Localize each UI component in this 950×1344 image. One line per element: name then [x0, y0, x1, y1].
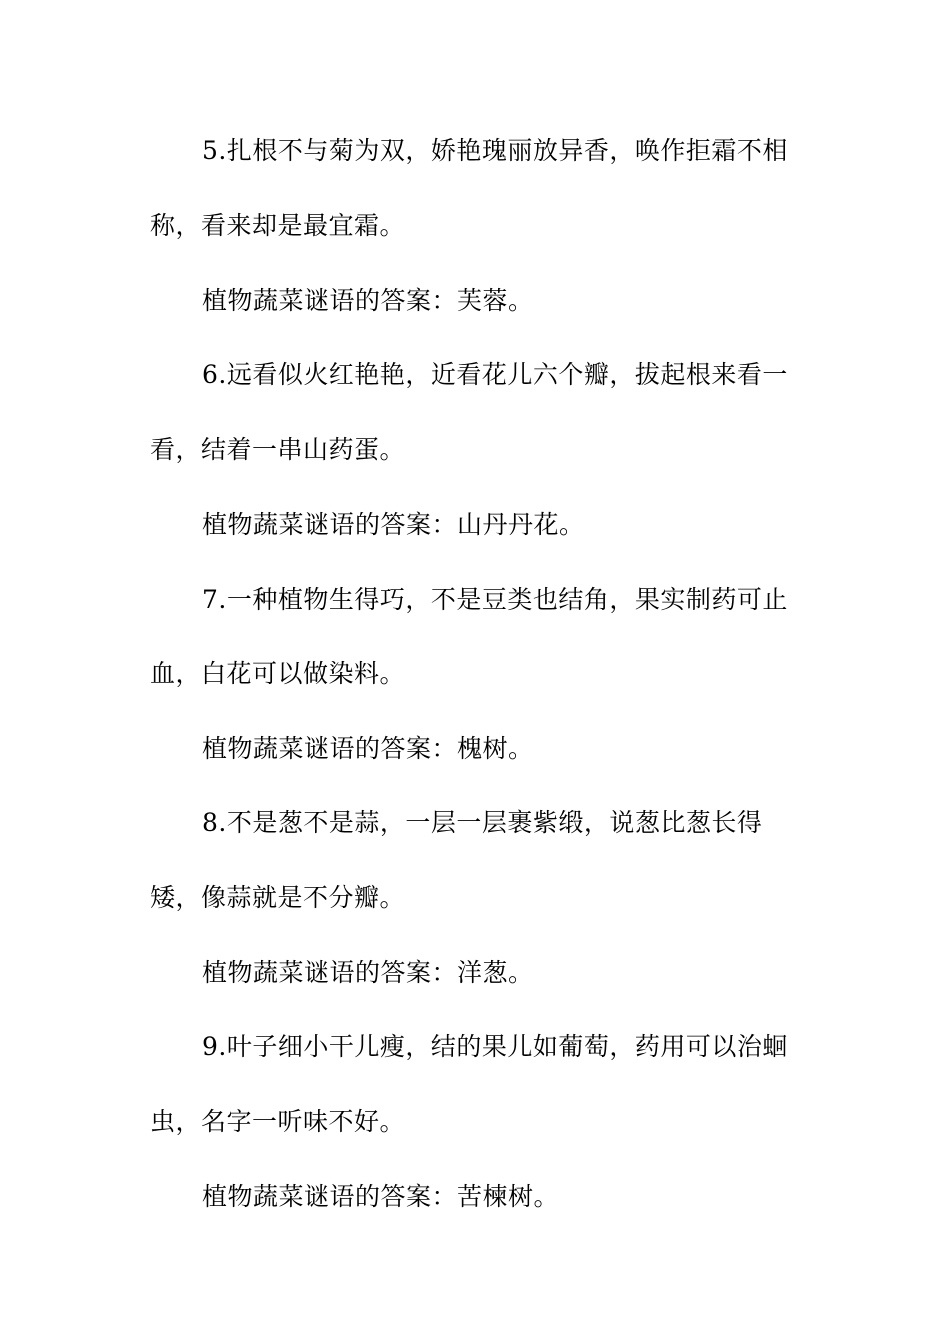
- riddle-6-line-2: 看，结着一串山药蛋。: [150, 435, 406, 464]
- riddle-9-line-1: 9.叶子细小干儿瘦，结的果儿如葡萄，药用可以治蛔: [202, 1032, 788, 1061]
- riddle-8-answer: 植物蔬菜谜语的答案：洋葱。: [202, 958, 534, 987]
- riddle-5-line-1: 5.扎根不与菊为双，娇艳瑰丽放异香，唤作拒霜不相: [202, 136, 788, 165]
- riddle-8-line-1: 8.不是葱不是蒜，一层一层裹紫缎，说葱比葱长得: [202, 808, 763, 837]
- riddle-6-line-1: 6.远看似火红艳艳，近看花儿六个瓣，拔起根来看一: [202, 360, 788, 389]
- riddle-7-answer: 植物蔬菜谜语的答案：槐树。: [202, 734, 534, 763]
- riddle-5-answer: 植物蔬菜谜语的答案：芙蓉。: [202, 286, 534, 315]
- riddle-7-line-2: 血，白花可以做染料。: [150, 659, 406, 688]
- riddle-9-answer: 植物蔬菜谜语的答案：苦楝树。: [202, 1182, 560, 1211]
- riddle-7-line-1: 7.一种植物生得巧，不是豆类也结角，果实制药可止: [202, 585, 788, 614]
- riddle-9-line-2: 虫，名字一听味不好。: [150, 1107, 406, 1136]
- riddle-6-answer: 植物蔬菜谜语的答案：山丹丹花。: [202, 510, 585, 539]
- riddle-8-line-2: 矮，像蒜就是不分瓣。: [150, 883, 406, 912]
- riddle-5-line-2: 称，看来却是最宜霜。: [150, 211, 406, 240]
